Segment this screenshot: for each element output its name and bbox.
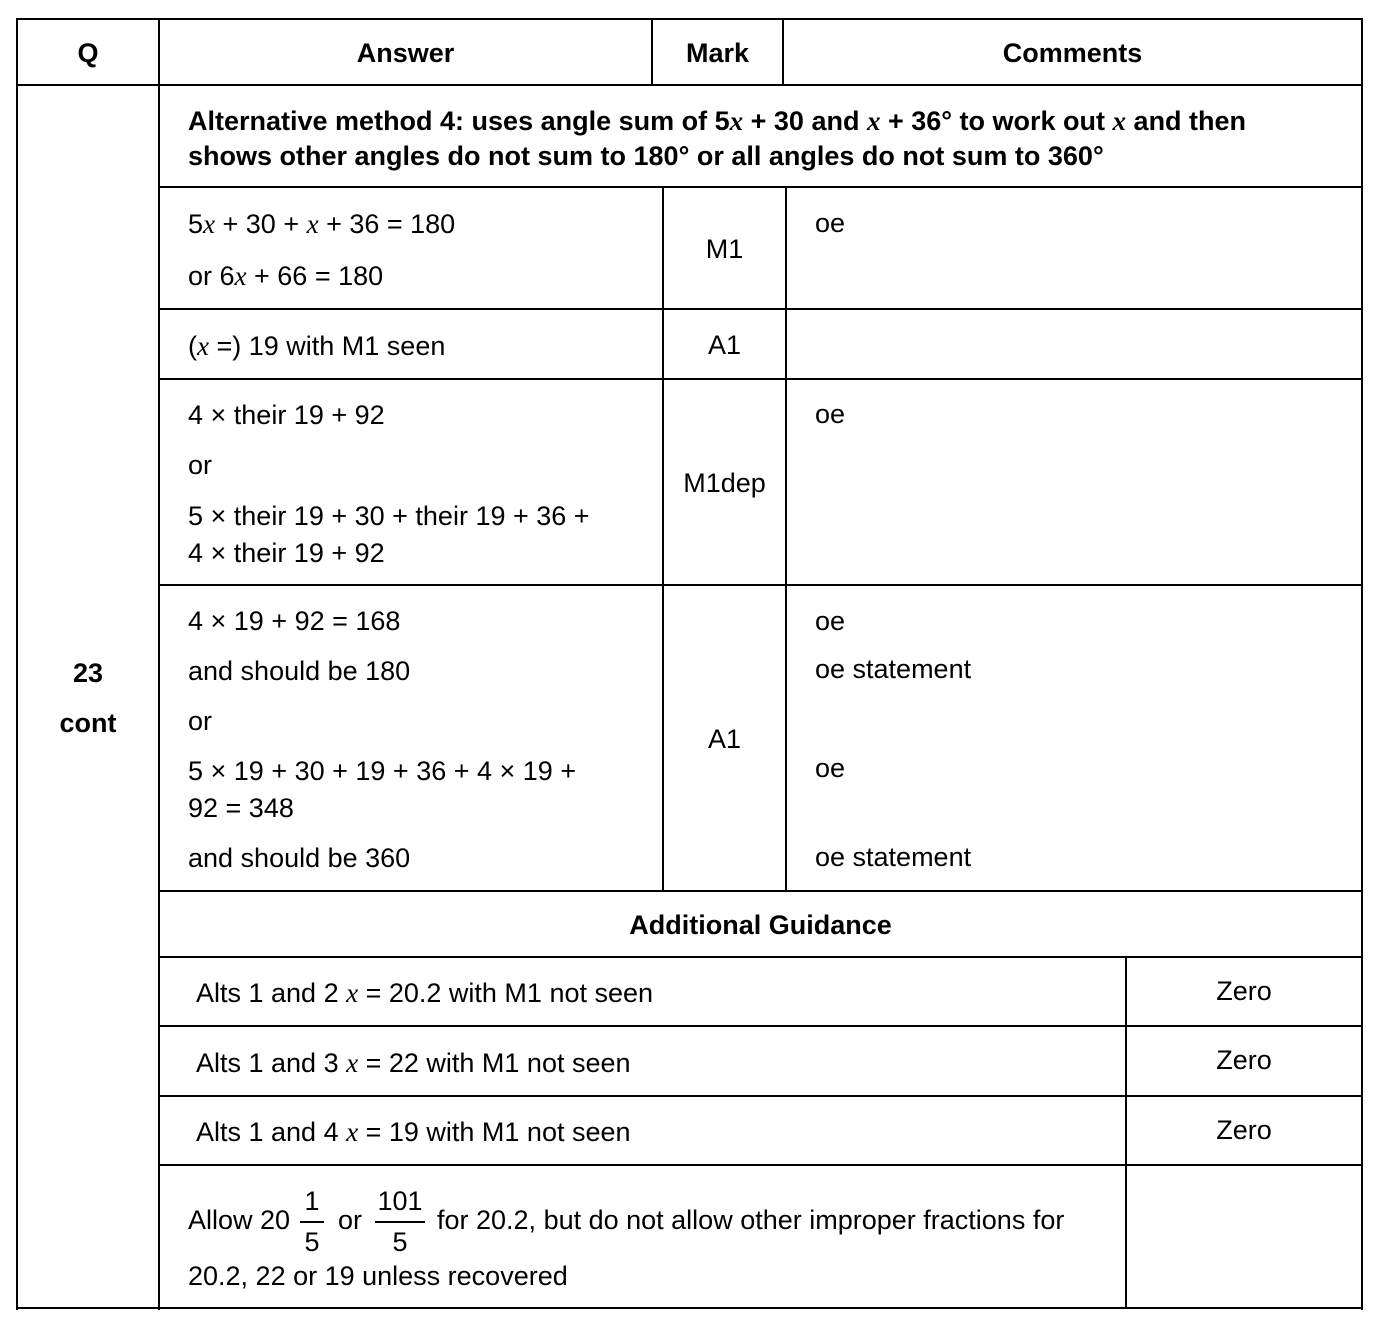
header-mark: Mark [685,38,750,68]
allow-prefix: Allow 20 [188,1205,291,1235]
answer-line: or 6x + 66 = 180 [188,261,384,291]
answer-line: or [188,706,213,736]
answer-line: 4 × their 19 + 92 [188,538,385,568]
variable: x [729,106,744,136]
answer-line: and should be 360 [188,843,411,873]
variable: x [234,261,247,291]
fraction-one-fifth [300,1188,324,1258]
allow-text-line2: 20.2, 22 or 19 unless recovered [188,1261,568,1291]
question-cont: cont [59,708,117,738]
comment-cell: oe [815,753,846,783]
question-number: 23 [72,658,104,688]
answer-line: 5x + 30 + x + 36 = 180 [188,209,456,239]
mark-cell: M1dep [683,468,766,498]
answer-line: 5 × their 19 + 30 + their 19 + 36 + [188,501,590,531]
variable: x [306,209,319,239]
comment-cell: oe statement [815,654,972,684]
method-title-line2: shows other angles do not sum to 180° or all angles do not sum to 360° [188,141,1104,171]
header-q: Q [77,38,99,68]
variable: x [346,1048,359,1078]
guidance-result: Zero [1216,1045,1272,1075]
answer-line: (x =) 19 with M1 seen [188,331,446,361]
header-answer: Answer [356,38,455,68]
comment-cell: oe [815,606,846,636]
method-title-part: and then [1126,106,1247,136]
guidance-title: Additional Guidance [629,910,892,940]
allow-text: for 20.2, but do not allow other improper fractions for [437,1205,1065,1235]
variable: x [866,106,881,136]
method-title-part: + 30 and [743,106,867,136]
answer-line: and should be 180 [188,656,411,686]
header-comments: Comments [1002,38,1143,68]
guidance-result: Zero [1216,1115,1272,1145]
answer-line: 5 × 19 + 30 + 19 + 36 + 4 × 19 + [188,756,577,786]
answer-line: 4 × their 19 + 92 [188,400,385,430]
answer-line: 4 × 19 + 92 = 168 [188,606,401,636]
method-title-part: + 36° to work out [880,106,1113,136]
guidance-item: Alts 1 and 2 x = 20.2 with M1 not seen [196,978,654,1008]
mark-cell: A1 [707,330,742,360]
mark-cell: A1 [707,724,742,754]
fraction-numerator: 101 [377,1186,423,1216]
method-title-part: Alternative method 4: uses angle sum of 5 [188,106,730,136]
variable: x [346,978,359,1008]
mark-cell: M1 [705,234,744,264]
fraction-101-fifths [375,1188,425,1258]
fraction-numerator: 1 [304,1186,320,1216]
comment-cell: oe statement [815,842,972,872]
variable: x [346,1117,359,1147]
comment-cell: oe [815,208,846,238]
method-title-line1 [188,108,1246,135]
answer-line: 92 = 348 [188,793,294,823]
comment-cell: oe [815,399,846,429]
fraction-denominator: 5 [304,1227,320,1257]
allow-or: or [338,1205,363,1235]
answer-line: or [188,450,213,480]
guidance-result: Zero [1216,976,1272,1006]
variable: x [1112,106,1127,136]
variable: x [203,209,216,239]
fraction-denominator: 5 [392,1227,408,1257]
variable: x [197,331,209,361]
guidance-item: Alts 1 and 3 x = 22 with M1 not seen [196,1048,631,1078]
guidance-item: Alts 1 and 4 x = 19 with M1 not seen [196,1117,631,1147]
